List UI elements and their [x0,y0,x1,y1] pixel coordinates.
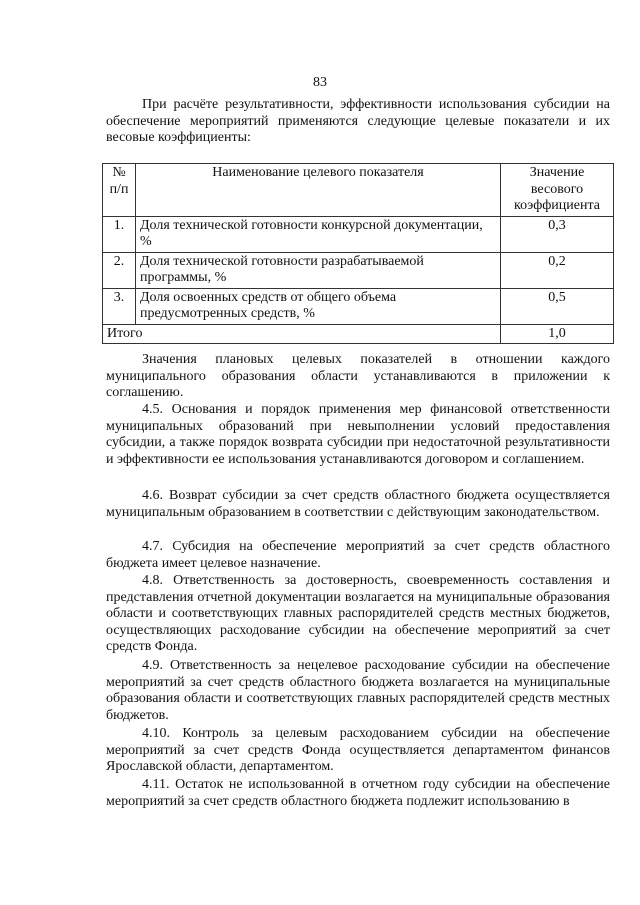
row-value: 0,3 [501,216,614,252]
paragraph-text: 4.9. Ответственность за нецелевое расходование субсидии на обеспечение мероприятий за счет средств областного бюджета возлагается на муниципальные образования области и соответствующих главных распорядителей средств местных бюджетов. [106,658,610,723]
row-name: Доля технической готовности конкурсной документации, % [136,216,501,252]
intro-paragraph [106,97,610,147]
paragraph-values-note [106,352,610,402]
row-num: 2. [103,252,136,288]
row-num: 3. [103,288,136,324]
row-value: 0,2 [501,252,614,288]
page-number: 83 [313,75,327,90]
row-name: Доля технической готовности разрабатываемой программы, % [136,252,501,288]
row-name: Доля освоенных средств от общего объема предусмотренных средств, % [136,288,501,324]
table-row [103,252,614,288]
total-value: 1,0 [501,324,614,344]
table-row [103,288,614,324]
row-value: 0,5 [501,288,614,324]
header-value: Значение весового коэффициента [501,164,614,217]
paragraph-text: 4.11. Остаток не использованной в отчетном году субсидии на обеспечение мероприятий за счет средств областного бюджета подлежит использованию в [106,777,610,809]
target-indicators-table [102,163,614,344]
paragraph-4-11 [106,777,610,810]
intro-text: При расчёте результативности, эффективности использования субсидии на обеспечение мероприятий применяются следующие целевые показатели и их весовые коэффициенты: [106,97,610,146]
paragraph-4-8 [106,573,610,656]
paragraph-4-5 [106,402,610,468]
paragraph-4-9 [106,658,610,724]
paragraph-text: 4.8. Ответственность за достоверность, своевременность составления и представления отчетной документации возлагается на муниципальные образования области и соответствующих главных распорядителей средств местных бюджетов, осуществляющих расходование субсидии на обеспечение мероприятий за счет средств Фонда. [106,573,610,655]
paragraph-text: 4.5. Основания и порядок применения мер финансовой ответственности муниципальных образований при невыполнении условий предоставления субсидии, а также порядок возврата субсидии при недостаточной результативности и эффективности ее использования устанавливаются договором и соглашением. [106,402,610,467]
header-num: № п/п [103,164,136,217]
paragraph-4-7 [106,539,610,572]
table-row [103,216,614,252]
row-num: 1. [103,216,136,252]
table-header-row [103,164,614,217]
paragraph-text: 4.6. Возврат субсидии за счет средств областного бюджета осуществляется муниципальным образованием в соответствии с действующим законодательством. [106,488,610,520]
header-name: Наименование целевого показателя [136,164,501,217]
paragraph-text: 4.10. Контроль за целевым расходованием субсидии на обеспечение мероприятий за счет средств Фонда осуществляется департаментом финансов Ярославской области, департаментом. [106,726,610,775]
total-label: Итого [103,324,501,344]
paragraph-text: Значения плановых целевых показателей в отношении каждого муниципального образования области устанавливаются в приложении к соглашению. [106,352,610,401]
table-total-row [103,324,614,344]
paragraph-text: 4.7. Субсидия на обеспечение мероприятий за счет средств областного бюджета имеет целевое назначение. [106,539,610,571]
paragraph-4-6 [106,488,610,521]
paragraph-4-10 [106,726,610,776]
